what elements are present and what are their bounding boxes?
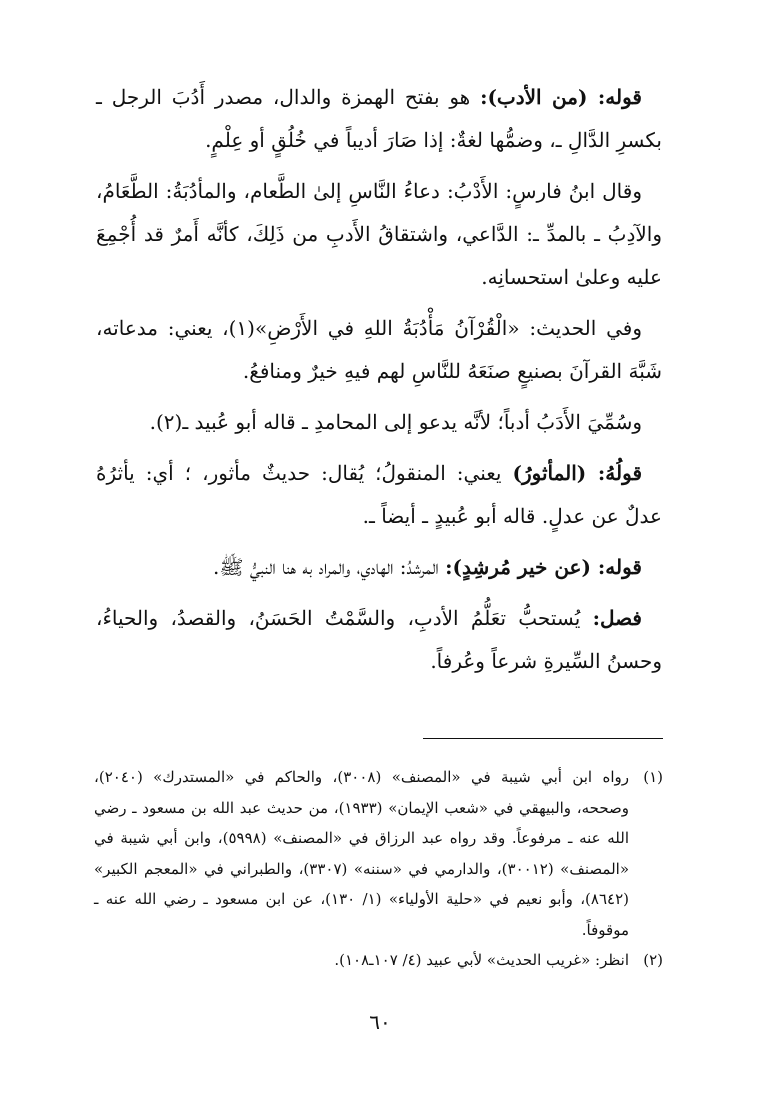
paragraph-text: يعني: المنقولُ؛ يُقال: حديثٌ مأثور، ؛ أي: يأثرُهُ عدلٌ عن عدلٍ. قاله أبو عُبيدٍ ـ أيضاً ـ. [96, 461, 662, 528]
footnote-number: (١) [643, 768, 663, 786]
footnote-item [94, 762, 663, 945]
page-number: ٦٠ [369, 1010, 391, 1034]
footnote-text: رواه ابن أبي شيبة في «المصنف» (٣٠٠٨)، والحاكم في «المستدرك» (٢٠٤٠)، وصححه، والبيهقي في «شعب الإيمان» (١٩٣٣)، من حديث عبد الله بن مسعود ـ رضي الله عنه ـ مرفوعاً. وقد رواه عبد الرزاق في «المصنف» (٥٩٩٨)، وابن أبي شيبة في «المصنف» (٣٠٠١٢)، والدارمي في «سننه» (٣٣٠٧)، والطبراني في «المعجم الكبير» (٨٦٤٢)، وأبو نعيم في «حلية الأولياء» (١/ ١٣٠)، عن ابن مسعود ـ رضي الله عنه ـ موقوفاً. [94, 768, 630, 939]
paragraph-ibn-faris [96, 170, 662, 299]
paragraph-hadith [96, 307, 662, 393]
paragraph-text: وفي الحديث: «الْقُرْآنُ مَأْدُبَةُ اللهِ في الأَرْضِ»(١)، يعني: مدعاته، شَبَّهَ القرآنَ بصنيعٍ صنَعَهُ للنَّاسِ لهم فيهِ خيرٌ ومنافعُ. [96, 316, 662, 383]
footnote-divider [423, 738, 663, 739]
paragraph-naming [96, 401, 662, 444]
paragraph-text: المرشدُ: الهادي، والمراد به هنا النبيُّ ﷺ. [213, 555, 446, 579]
paragraph-murshid [96, 546, 662, 589]
paragraph-adab [96, 76, 662, 162]
paragraph-text: وقال ابنُ فارسٍ: الأَدْبُ: دعاءُ النَّاسِ إلىٰ الطَّعام، والمأدُبَةُ: الطَّعَامُ، والآدِبُ ـ بالمدِّ ـ: الدَّاعي، واشتقاقُ الأَدبِ من ذَلِكَ، كأنَّه أَمرٌ قد أُجْمِعَ عليه وعلىٰ استحسانِه. [96, 179, 662, 289]
paragraph-text: هو بفتح الهمزة والدال، مصدر أَدُبَ الرجل ـ بكسرِ الدَّالِ ـ، وضمُّها لغةٌ: إذا صَارَ أديباً في خُلُقٍ أو عِلْمٍ. [96, 85, 662, 152]
footnote-text: انظر: «غريب الحديث» لأبي عبيد (٤/ ١٠٧ـ١٠٨). [334, 951, 629, 969]
paragraph-lead: قوله: (من الأدب): [480, 85, 642, 109]
paragraph-fasl [96, 597, 662, 683]
paragraph-mathur [96, 452, 662, 538]
paragraph-lead: قوله: (عن خير مُرشِدٍ): [445, 555, 642, 579]
footnote-item [94, 945, 663, 976]
paragraph-text: يُستحبُّ تعَلُّمُ الأدبِ، والسَّمْتُ الحَسَنُ، والقصدُ، والحياءُ، وحسنُ السِّيرةِ شرعاً وعُرفاً. [96, 606, 662, 673]
paragraph-text: وسُمِّيَ الأَدَبُ أدباً؛ لأنَّه يدعو إلى المحامدِ ـ قاله أبو عُبيد ـ(٢). [149, 410, 642, 434]
main-text [96, 76, 662, 691]
footnote-number: (٢) [643, 951, 663, 969]
footnotes [94, 762, 663, 976]
paragraph-lead: قولُهُ: (المأثورُ) [512, 461, 643, 485]
paragraph-lead: فصل: [592, 606, 642, 630]
